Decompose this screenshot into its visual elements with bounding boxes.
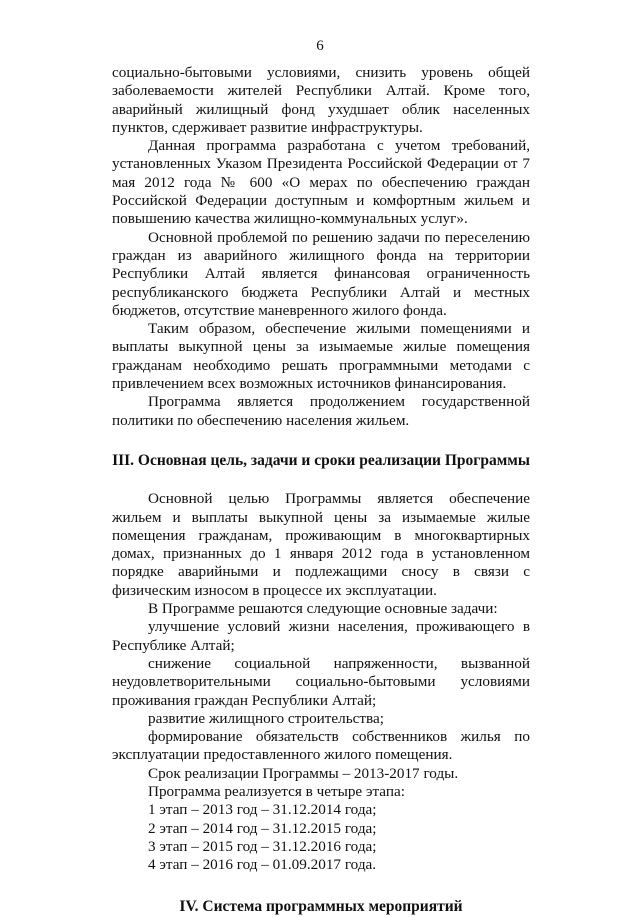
section-4-heading: IV. Система программных мероприятий: [179, 898, 463, 916]
paragraph-stages-intro: Программа реализуется в четыре этапа:: [148, 782, 405, 800]
task-item: улучшение условий жизни населения, проживающего в Республике Алтай;: [112, 618, 530, 654]
stage-item: 3 этап – 2015 год – 31.12.2016 года;: [148, 837, 377, 855]
task-item: развитие жилищного строительства;: [148, 709, 384, 727]
document-body: [112, 64, 530, 917]
paragraph-tasks-intro: В Программе решаются следующие основные задачи:: [148, 600, 498, 618]
stage-item: 4 этап – 2016 год – 01.09.2017 года.: [148, 856, 377, 874]
paragraph-continuation: социально-бытовыми условиями, снизить уровень общей заболеваемости жителей Республики Алтай. Кроме того, аварийный жилищный фонд ухудшает облик населенных пунктов, сдерживает развитие инфраструктуры.: [112, 64, 530, 136]
paragraph-goal: Основной целью Программы является обеспечение жильем и выплаты выкупной цены за изымаемые жилые помещения гражданам, проживающим в многоквартирных домах, признанных до 1 января 2012 года в установленном порядке аварийными и подлежащими сносу в связи с физическим износом в процессе их эксплуатации.: [112, 490, 530, 599]
paragraph-decree: Данная программа разработана с учетом требований, установленных Указом Президента Российской Федерации от 7 мая 2012 года № 600 «О мерах по обеспечению граждан Российской Федерации доступным и комфортным жильем и повышению качества жилищно-коммунальных услуг».: [112, 137, 530, 228]
paragraph-main-problem: Основной проблемой по решению задачи по переселению граждан из аварийного жилищного фонда на территории Республики Алтай является финансовая ограниченность республиканского бюджета Республики Алтай и местных бюджетов, отсутствие маневренного жилого фонда.: [112, 228, 530, 319]
task-item: формирование обязательств собственников жилья по эксплуатации предоставленного жилого помещения.: [112, 728, 530, 764]
stage-item: 1 этап – 2013 год – 31.12.2014 года;: [148, 801, 377, 819]
stage-item: 2 этап – 2014 год – 31.12.2015 года;: [148, 819, 377, 837]
section-3-heading: III. Основная цель, задачи и сроки реализации Программы: [112, 451, 530, 469]
paragraph-continuation-policy: Программа является продолжением государственной политики по обеспечению населения жильем.: [112, 393, 530, 429]
page-number: 6: [316, 38, 324, 54]
paragraph-period: Срок реализации Программы – 2013-2017 годы.: [148, 764, 459, 782]
task-item: снижение социальной напряженности, вызванной неудовлетворительными социально-бытовыми условиями проживания граждан Республики Алтай;: [112, 654, 530, 709]
paragraph-conclusion: Таким образом, обеспечение жилыми помещениями и выплаты выкупной цены за изымаемые жилые помещения гражданам необходимо решать программными методами с привлечением всех возможных источников финансирования.: [112, 320, 530, 393]
